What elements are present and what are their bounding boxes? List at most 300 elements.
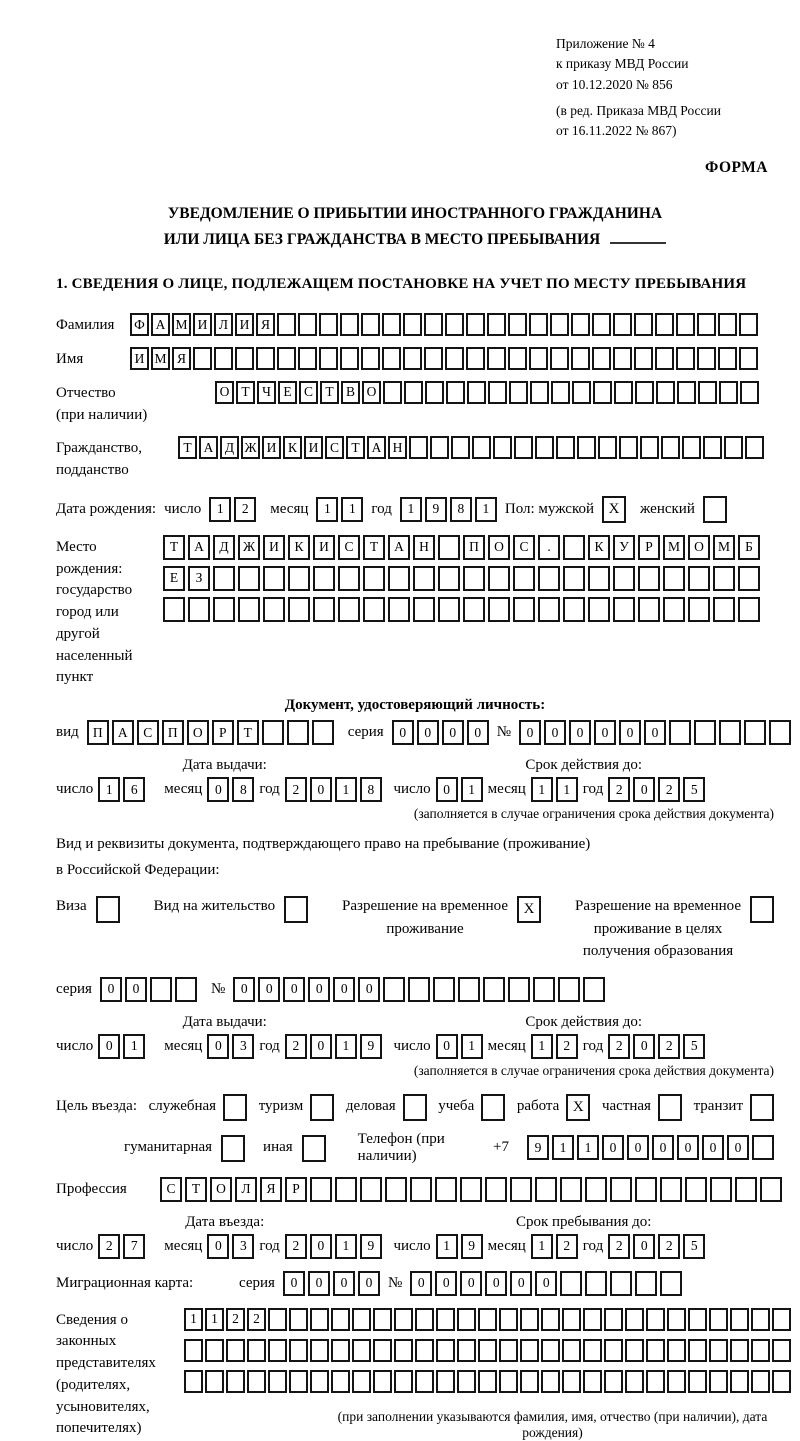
char-box[interactable]: С	[160, 1177, 182, 1202]
char-box[interactable]	[760, 1177, 782, 1202]
char-box[interactable]	[604, 1308, 623, 1331]
char-box[interactable]: А	[151, 313, 170, 336]
char-box[interactable]	[457, 1370, 476, 1393]
char-box[interactable]: И	[304, 436, 323, 459]
char-box[interactable]: Т	[236, 381, 255, 404]
char-box[interactable]: 5	[683, 1234, 705, 1259]
char-box[interactable]: 6	[123, 777, 145, 802]
char-box[interactable]: 7	[123, 1234, 145, 1259]
char-box[interactable]: А	[199, 436, 218, 459]
char-box[interactable]	[205, 1339, 224, 1362]
char-box[interactable]	[340, 347, 359, 370]
char-box[interactable]	[520, 1308, 539, 1331]
char-box[interactable]	[451, 436, 470, 459]
char-box[interactable]: 0	[392, 720, 414, 745]
char-box[interactable]	[331, 1370, 350, 1393]
char-box[interactable]	[572, 381, 591, 404]
char-box[interactable]: 9	[461, 1234, 483, 1259]
char-box[interactable]: 0	[633, 1034, 655, 1059]
char-box[interactable]	[703, 436, 722, 459]
char-box[interactable]	[571, 313, 590, 336]
char-box[interactable]: 0	[207, 1234, 229, 1259]
char-box[interactable]	[604, 1370, 623, 1393]
char-box[interactable]	[625, 1339, 644, 1362]
char-box[interactable]: 0	[544, 720, 566, 745]
char-box[interactable]	[438, 566, 460, 591]
char-box[interactable]: И	[235, 313, 254, 336]
char-box[interactable]	[436, 1339, 455, 1362]
char-box[interactable]	[663, 566, 685, 591]
char-box[interactable]	[277, 313, 296, 336]
char-box[interactable]	[310, 1094, 334, 1121]
char-box[interactable]	[533, 977, 555, 1002]
char-box[interactable]: 0	[125, 977, 147, 1002]
char-box[interactable]: 0	[602, 1135, 624, 1160]
char-box[interactable]: 2	[658, 1034, 680, 1059]
char-box[interactable]	[223, 1094, 247, 1121]
char-box[interactable]	[352, 1370, 371, 1393]
char-box[interactable]	[289, 1308, 308, 1331]
char-box[interactable]	[769, 720, 791, 745]
char-box[interactable]	[436, 1370, 455, 1393]
char-box[interactable]: 9	[360, 1234, 382, 1259]
char-box[interactable]: Д	[213, 535, 235, 560]
char-box[interactable]: 2	[658, 777, 680, 802]
char-box[interactable]: 2	[247, 1308, 266, 1331]
char-box[interactable]: 8	[360, 777, 382, 802]
char-box[interactable]	[613, 313, 632, 336]
char-box[interactable]	[520, 1339, 539, 1362]
char-box[interactable]	[415, 1339, 434, 1362]
char-box[interactable]	[213, 597, 235, 622]
char-box[interactable]: 2	[556, 1034, 578, 1059]
char-box[interactable]	[550, 313, 569, 336]
char-box[interactable]	[430, 436, 449, 459]
char-box[interactable]	[247, 1370, 266, 1393]
char-box[interactable]	[739, 347, 758, 370]
char-box[interactable]: 3	[232, 1034, 254, 1059]
char-box[interactable]	[263, 597, 285, 622]
char-box[interactable]: К	[588, 535, 610, 560]
char-box[interactable]: 0	[569, 720, 591, 745]
char-box[interactable]	[338, 597, 360, 622]
char-box[interactable]	[538, 566, 560, 591]
char-box[interactable]	[562, 1370, 581, 1393]
char-box[interactable]: 0	[442, 720, 464, 745]
char-box[interactable]	[312, 720, 334, 745]
char-box[interactable]: А	[388, 535, 410, 560]
char-box[interactable]: X	[517, 896, 541, 923]
char-box[interactable]	[562, 1339, 581, 1362]
char-box[interactable]	[585, 1177, 607, 1202]
char-box[interactable]	[625, 1370, 644, 1393]
char-box[interactable]	[256, 347, 275, 370]
char-box[interactable]: 0	[410, 1271, 432, 1296]
char-box[interactable]: 0	[677, 1135, 699, 1160]
char-box[interactable]: 1	[205, 1308, 224, 1331]
char-box[interactable]	[688, 1370, 707, 1393]
char-box[interactable]: К	[283, 436, 302, 459]
char-box[interactable]: 0	[233, 977, 255, 1002]
char-box[interactable]	[487, 313, 506, 336]
char-box[interactable]: 1	[577, 1135, 599, 1160]
char-box[interactable]	[658, 1094, 682, 1121]
char-box[interactable]	[718, 313, 737, 336]
char-box[interactable]: Ч	[257, 381, 276, 404]
char-box[interactable]	[751, 1339, 770, 1362]
char-box[interactable]	[499, 1339, 518, 1362]
char-box[interactable]	[577, 436, 596, 459]
char-box[interactable]: К	[288, 535, 310, 560]
char-box[interactable]	[560, 1177, 582, 1202]
char-box[interactable]	[184, 1370, 203, 1393]
char-box[interactable]	[661, 436, 680, 459]
char-box[interactable]: 0	[627, 1135, 649, 1160]
char-box[interactable]: Я	[256, 313, 275, 336]
char-box[interactable]: 0	[308, 1271, 330, 1296]
char-box[interactable]	[688, 597, 710, 622]
char-box[interactable]	[409, 436, 428, 459]
char-box[interactable]	[373, 1308, 392, 1331]
char-box[interactable]: О	[362, 381, 381, 404]
char-box[interactable]: 1	[335, 777, 357, 802]
char-box[interactable]	[460, 1177, 482, 1202]
char-box[interactable]: 0	[417, 720, 439, 745]
char-box[interactable]	[697, 347, 716, 370]
char-box[interactable]	[445, 313, 464, 336]
char-box[interactable]	[697, 313, 716, 336]
char-box[interactable]	[394, 1370, 413, 1393]
char-box[interactable]	[488, 597, 510, 622]
char-box[interactable]	[635, 381, 654, 404]
char-box[interactable]	[772, 1339, 791, 1362]
char-box[interactable]	[663, 597, 685, 622]
char-box[interactable]	[184, 1339, 203, 1362]
char-box[interactable]	[563, 535, 585, 560]
char-box[interactable]	[703, 496, 727, 523]
char-box[interactable]: 1	[436, 1234, 458, 1259]
char-box[interactable]: 0	[594, 720, 616, 745]
char-box[interactable]: 0	[633, 777, 655, 802]
char-box[interactable]: 3	[232, 1234, 254, 1259]
char-box[interactable]	[563, 597, 585, 622]
char-box[interactable]	[438, 597, 460, 622]
char-box[interactable]: 0	[310, 1234, 332, 1259]
char-box[interactable]	[541, 1339, 560, 1362]
char-box[interactable]: Л	[235, 1177, 257, 1202]
char-box[interactable]	[193, 347, 212, 370]
char-box[interactable]: Т	[320, 381, 339, 404]
char-box[interactable]: И	[130, 347, 149, 370]
char-box[interactable]	[408, 977, 430, 1002]
char-box[interactable]	[625, 1308, 644, 1331]
char-box[interactable]	[478, 1308, 497, 1331]
char-box[interactable]	[415, 1370, 434, 1393]
char-box[interactable]: П	[463, 535, 485, 560]
char-box[interactable]	[488, 381, 507, 404]
char-box[interactable]: 9	[527, 1135, 549, 1160]
char-box[interactable]	[478, 1370, 497, 1393]
char-box[interactable]: С	[299, 381, 318, 404]
char-box[interactable]: Е	[278, 381, 297, 404]
char-box[interactable]: О	[688, 535, 710, 560]
char-box[interactable]: Р	[285, 1177, 307, 1202]
char-box[interactable]	[614, 381, 633, 404]
char-box[interactable]	[613, 597, 635, 622]
char-box[interactable]: 0	[310, 777, 332, 802]
char-box[interactable]	[403, 313, 422, 336]
char-box[interactable]	[404, 381, 423, 404]
char-box[interactable]	[541, 1370, 560, 1393]
char-box[interactable]	[730, 1308, 749, 1331]
char-box[interactable]: А	[188, 535, 210, 560]
char-box[interactable]: 1	[335, 1234, 357, 1259]
char-box[interactable]	[361, 313, 380, 336]
char-box[interactable]	[485, 1177, 507, 1202]
char-box[interactable]	[268, 1370, 287, 1393]
char-box[interactable]	[268, 1308, 287, 1331]
char-box[interactable]	[682, 436, 701, 459]
char-box[interactable]	[340, 313, 359, 336]
char-box[interactable]	[571, 347, 590, 370]
char-box[interactable]: 2	[226, 1308, 245, 1331]
char-box[interactable]	[698, 381, 717, 404]
char-box[interactable]	[499, 1370, 518, 1393]
char-box[interactable]	[744, 720, 766, 745]
char-box[interactable]	[710, 1177, 732, 1202]
char-box[interactable]	[457, 1308, 476, 1331]
char-box[interactable]: П	[87, 720, 109, 745]
char-box[interactable]: 0	[310, 1034, 332, 1059]
char-box[interactable]	[538, 597, 560, 622]
char-box[interactable]	[352, 1308, 371, 1331]
char-box[interactable]: 1	[98, 777, 120, 802]
char-box[interactable]: И	[262, 436, 281, 459]
char-box[interactable]: С	[137, 720, 159, 745]
char-box[interactable]: И	[313, 535, 335, 560]
char-box[interactable]	[247, 1339, 266, 1362]
char-box[interactable]	[284, 896, 308, 923]
char-box[interactable]: Н	[413, 535, 435, 560]
char-box[interactable]	[319, 313, 338, 336]
char-box[interactable]	[610, 1177, 632, 1202]
char-box[interactable]	[667, 1339, 686, 1362]
char-box[interactable]	[634, 347, 653, 370]
char-box[interactable]	[550, 347, 569, 370]
char-box[interactable]	[313, 566, 335, 591]
char-box[interactable]: 0	[727, 1135, 749, 1160]
char-box[interactable]	[394, 1339, 413, 1362]
char-box[interactable]: 0	[467, 720, 489, 745]
char-box[interactable]	[514, 436, 533, 459]
char-box[interactable]: 0	[435, 1271, 457, 1296]
char-box[interactable]	[410, 1177, 432, 1202]
char-box[interactable]	[335, 1177, 357, 1202]
char-box[interactable]	[288, 566, 310, 591]
char-box[interactable]	[363, 597, 385, 622]
char-box[interactable]	[655, 313, 674, 336]
char-box[interactable]	[562, 1308, 581, 1331]
char-box[interactable]: 0	[333, 1271, 355, 1296]
char-box[interactable]	[433, 977, 455, 1002]
char-box[interactable]: П	[162, 720, 184, 745]
char-box[interactable]: 0	[207, 777, 229, 802]
char-box[interactable]	[382, 347, 401, 370]
char-box[interactable]	[478, 1339, 497, 1362]
char-box[interactable]	[529, 347, 548, 370]
char-box[interactable]: 0	[100, 977, 122, 1002]
char-box[interactable]	[403, 347, 422, 370]
char-box[interactable]: 0	[207, 1034, 229, 1059]
char-box[interactable]: С	[325, 436, 344, 459]
char-box[interactable]	[560, 1271, 582, 1296]
char-box[interactable]	[740, 381, 759, 404]
char-box[interactable]	[513, 566, 535, 591]
char-box[interactable]	[640, 436, 659, 459]
char-box[interactable]	[688, 1339, 707, 1362]
char-box[interactable]: 1	[461, 1034, 483, 1059]
char-box[interactable]	[688, 1308, 707, 1331]
char-box[interactable]: 8	[450, 497, 472, 522]
char-box[interactable]	[520, 1370, 539, 1393]
char-box[interactable]	[646, 1339, 665, 1362]
char-box[interactable]	[238, 566, 260, 591]
char-box[interactable]	[360, 1177, 382, 1202]
char-box[interactable]	[634, 313, 653, 336]
char-box[interactable]	[289, 1339, 308, 1362]
char-box[interactable]: С	[338, 535, 360, 560]
char-box[interactable]	[382, 313, 401, 336]
char-box[interactable]	[150, 977, 172, 1002]
char-box[interactable]: Д	[220, 436, 239, 459]
char-box[interactable]: Ф	[130, 313, 149, 336]
char-box[interactable]	[585, 1271, 607, 1296]
char-box[interactable]	[510, 1177, 532, 1202]
char-box[interactable]	[530, 381, 549, 404]
char-box[interactable]: Я	[172, 347, 191, 370]
char-box[interactable]: 0	[633, 1234, 655, 1259]
char-box[interactable]: 0	[460, 1271, 482, 1296]
char-box[interactable]: Т	[185, 1177, 207, 1202]
char-box[interactable]: 2	[234, 497, 256, 522]
char-box[interactable]	[226, 1370, 245, 1393]
char-box[interactable]: Р	[212, 720, 234, 745]
char-box[interactable]: М	[172, 313, 191, 336]
char-box[interactable]	[383, 381, 402, 404]
char-box[interactable]	[319, 347, 338, 370]
char-box[interactable]	[214, 347, 233, 370]
char-box[interactable]	[487, 347, 506, 370]
char-box[interactable]	[604, 1339, 623, 1362]
char-box[interactable]: Т	[163, 535, 185, 560]
char-box[interactable]	[413, 566, 435, 591]
char-box[interactable]	[592, 347, 611, 370]
char-box[interactable]	[730, 1370, 749, 1393]
char-box[interactable]: 1	[123, 1034, 145, 1059]
char-box[interactable]	[438, 535, 460, 560]
char-box[interactable]: Б	[738, 535, 760, 560]
char-box[interactable]: 0	[283, 977, 305, 1002]
char-box[interactable]: 9	[425, 497, 447, 522]
char-box[interactable]: 1	[556, 777, 578, 802]
char-box[interactable]: Т	[237, 720, 259, 745]
char-box[interactable]	[613, 566, 635, 591]
char-box[interactable]	[221, 1135, 245, 1162]
char-box[interactable]: Е	[163, 566, 185, 591]
char-box[interactable]	[445, 347, 464, 370]
char-box[interactable]: М	[151, 347, 170, 370]
char-box[interactable]: 1	[552, 1135, 574, 1160]
char-box[interactable]	[646, 1308, 665, 1331]
char-box[interactable]	[96, 896, 120, 923]
char-box[interactable]: 1	[209, 497, 231, 522]
char-box[interactable]	[583, 1370, 602, 1393]
char-box[interactable]	[593, 381, 612, 404]
char-box[interactable]	[175, 977, 197, 1002]
char-box[interactable]: Т	[346, 436, 365, 459]
char-box[interactable]: 0	[644, 720, 666, 745]
char-box[interactable]: 1	[184, 1308, 203, 1331]
char-box[interactable]	[735, 1177, 757, 1202]
char-box[interactable]	[724, 436, 743, 459]
char-box[interactable]	[298, 313, 317, 336]
char-box[interactable]: 5	[683, 777, 705, 802]
char-box[interactable]	[394, 1308, 413, 1331]
char-box[interactable]	[287, 720, 309, 745]
char-box[interactable]: 0	[283, 1271, 305, 1296]
char-box[interactable]: 0	[98, 1034, 120, 1059]
char-box[interactable]	[310, 1308, 329, 1331]
char-box[interactable]: З	[188, 566, 210, 591]
char-box[interactable]	[263, 566, 285, 591]
char-box[interactable]	[361, 347, 380, 370]
char-box[interactable]	[415, 1308, 434, 1331]
char-box[interactable]	[713, 597, 735, 622]
char-box[interactable]: 0	[258, 977, 280, 1002]
char-box[interactable]: 1	[316, 497, 338, 522]
char-box[interactable]	[688, 566, 710, 591]
char-box[interactable]	[163, 597, 185, 622]
char-box[interactable]: Р	[638, 535, 660, 560]
char-box[interactable]: Ж	[241, 436, 260, 459]
char-box[interactable]	[472, 436, 491, 459]
char-box[interactable]: Ж	[238, 535, 260, 560]
char-box[interactable]: 1	[531, 777, 553, 802]
char-box[interactable]: А	[367, 436, 386, 459]
char-box[interactable]	[563, 566, 585, 591]
char-box[interactable]	[403, 1094, 427, 1121]
char-box[interactable]	[413, 597, 435, 622]
char-box[interactable]: 1	[531, 1234, 553, 1259]
char-box[interactable]	[750, 896, 774, 923]
char-box[interactable]	[388, 597, 410, 622]
char-box[interactable]	[331, 1339, 350, 1362]
char-box[interactable]	[508, 977, 530, 1002]
char-box[interactable]: О	[210, 1177, 232, 1202]
char-box[interactable]: М	[663, 535, 685, 560]
char-box[interactable]	[751, 1308, 770, 1331]
char-box[interactable]	[310, 1339, 329, 1362]
char-box[interactable]	[457, 1339, 476, 1362]
char-box[interactable]	[709, 1308, 728, 1331]
char-box[interactable]	[463, 566, 485, 591]
char-box[interactable]	[751, 1370, 770, 1393]
char-box[interactable]	[669, 720, 691, 745]
char-box[interactable]	[483, 977, 505, 1002]
char-box[interactable]: 2	[285, 1234, 307, 1259]
char-box[interactable]: Н	[388, 436, 407, 459]
char-box[interactable]	[660, 1177, 682, 1202]
